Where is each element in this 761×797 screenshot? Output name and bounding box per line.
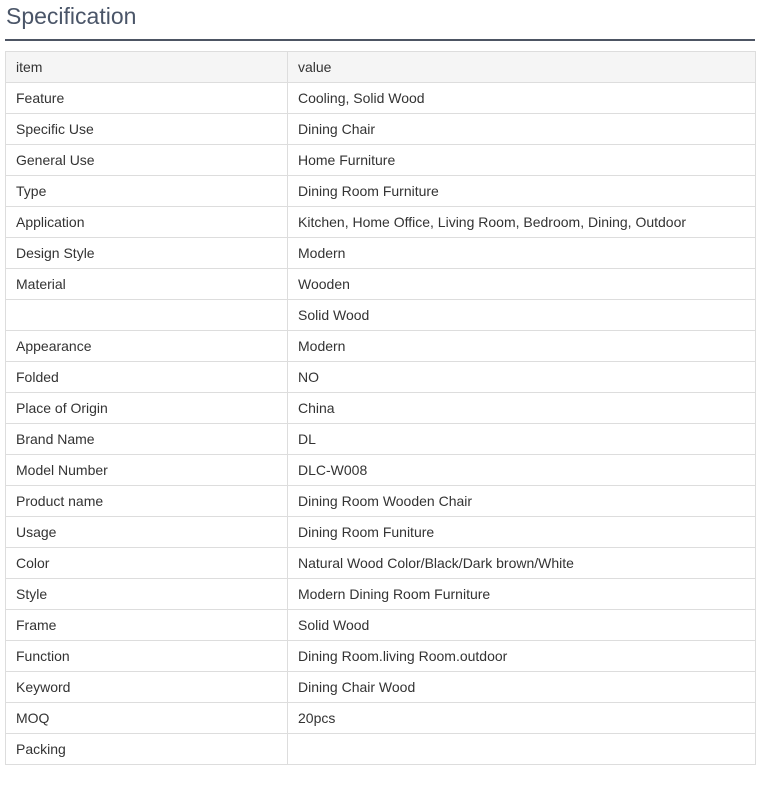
value-cell: Dining Room.living Room.outdoor (288, 641, 756, 672)
table-row (6, 393, 756, 424)
item-cell: Place of Origin (6, 393, 288, 424)
table-row (6, 300, 756, 331)
table-row (6, 734, 756, 765)
table-row (6, 145, 756, 176)
table-row (6, 83, 756, 114)
table-row (6, 548, 756, 579)
value-cell: 20pcs (288, 703, 756, 734)
item-cell: Appearance (6, 331, 288, 362)
table-row (6, 114, 756, 145)
item-cell: Application (6, 207, 288, 238)
item-cell (6, 300, 288, 331)
table-row (6, 517, 756, 548)
value-cell: China (288, 393, 756, 424)
item-cell: Model Number (6, 455, 288, 486)
item-cell: Style (6, 579, 288, 610)
item-cell: Keyword (6, 672, 288, 703)
item-cell: MOQ (6, 703, 288, 734)
item-cell: Type (6, 176, 288, 207)
item-cell: Specific Use (6, 114, 288, 145)
item-cell: Frame (6, 610, 288, 641)
table-row (6, 672, 756, 703)
table-header-row (6, 52, 756, 83)
table-row (6, 176, 756, 207)
section-title: Specification (6, 3, 137, 29)
table-row (6, 424, 756, 455)
table-row (6, 703, 756, 734)
value-cell: NO (288, 362, 756, 393)
value-cell: DLC-W008 (288, 455, 756, 486)
title-divider (5, 39, 755, 41)
value-cell: Modern Dining Room Furniture (288, 579, 756, 610)
table-row (6, 362, 756, 393)
table-row (6, 269, 756, 300)
item-cell: Feature (6, 83, 288, 114)
specification-table (5, 51, 756, 765)
item-cell: Product name (6, 486, 288, 517)
item-cell: Color (6, 548, 288, 579)
value-cell (288, 734, 756, 765)
value-cell: Home Furniture (288, 145, 756, 176)
value-cell: Modern (288, 238, 756, 269)
table-row (6, 238, 756, 269)
header-item-cell: item (6, 52, 288, 83)
table-row (6, 579, 756, 610)
value-cell: Dining Room Funiture (288, 517, 756, 548)
table-row (6, 486, 756, 517)
value-cell: Dining Chair Wood (288, 672, 756, 703)
value-cell: DL (288, 424, 756, 455)
item-cell: Design Style (6, 238, 288, 269)
value-cell: Kitchen, Home Office, Living Room, Bedroom, Dining, Outdoor (288, 207, 756, 238)
table-row (6, 610, 756, 641)
item-cell: Material (6, 269, 288, 300)
value-cell: Dining Room Furniture (288, 176, 756, 207)
item-cell: Usage (6, 517, 288, 548)
value-cell: Modern (288, 331, 756, 362)
value-cell: Wooden (288, 269, 756, 300)
item-cell: Function (6, 641, 288, 672)
value-cell: Natural Wood Color/Black/Dark brown/White (288, 548, 756, 579)
table-row (6, 455, 756, 486)
value-cell: Dining Chair (288, 114, 756, 145)
item-cell: Folded (6, 362, 288, 393)
table-row (6, 207, 756, 238)
item-cell: Brand Name (6, 424, 288, 455)
header-value-cell: value (288, 52, 756, 83)
value-cell: Solid Wood (288, 300, 756, 331)
item-cell: General Use (6, 145, 288, 176)
value-cell: Solid Wood (288, 610, 756, 641)
value-cell: Cooling, Solid Wood (288, 83, 756, 114)
value-cell: Dining Room Wooden Chair (288, 486, 756, 517)
table-row (6, 641, 756, 672)
table-row (6, 331, 756, 362)
item-cell: Packing (6, 734, 288, 765)
